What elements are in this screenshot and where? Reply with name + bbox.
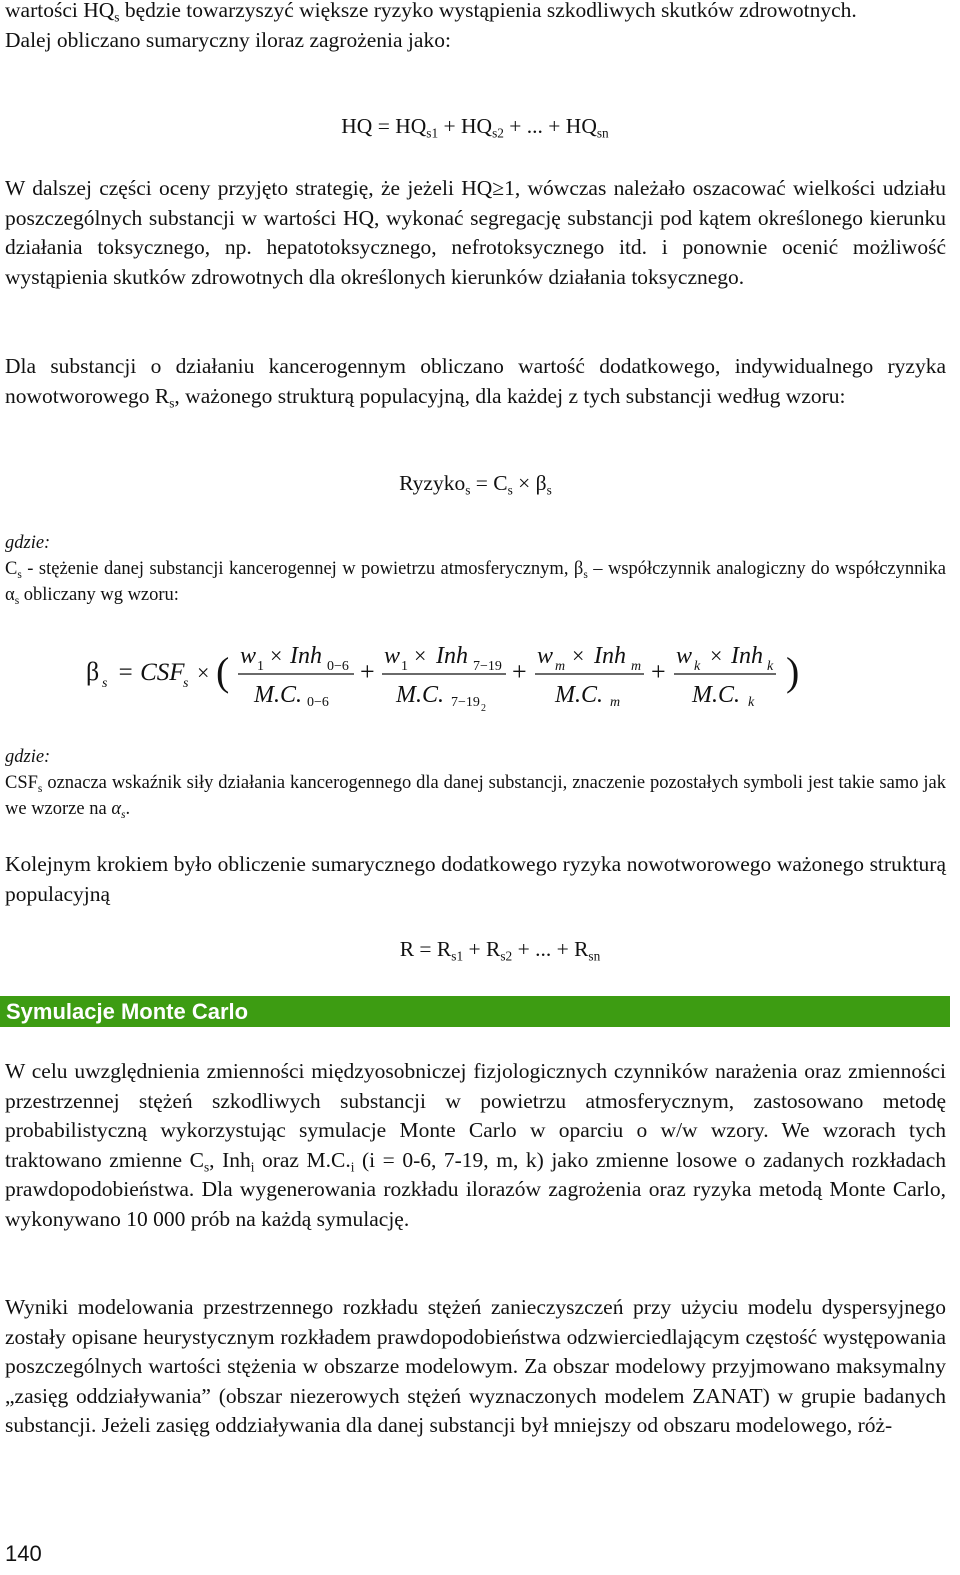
svg-text:m: m xyxy=(610,695,621,710)
svg-text:×: × xyxy=(710,643,723,668)
svg-text:Inh: Inh xyxy=(731,643,763,669)
svg-text:w: w xyxy=(537,643,554,669)
svg-text:M.C.: M.C. xyxy=(555,682,603,708)
paragraph-strategy: W dalszej części oceny przyjęto strategię, że jeżeli HQ≥1, wówczas należało oszacować wielkości udziału poszczególnych substancji w wartości HQ, wykonać segregację substancji pod kątem określonego kierunku działania toksycznego, np. hepatotoksycznego, nefrotoksycznego itd. i ponownie ocenić możliwość wystąpienia skutków zdrowotnych dla określonych kierunków działania toksycznego. xyxy=(5,176,946,289)
section-heading: Symulacje Monte Carlo xyxy=(0,996,950,1027)
paragraph-monte-carlo: W celu uwzględnienia zmienności międzyosobniczej fizjologicznych czynników narażenia oraz zmienności przestrzennej stężeń szkodliwych substancji w powietrzu atmosferycznym, zastosowano metodę probabilistyczną wykorzystując symulacje Monte Carlo w oparciu o w/w wzory. We wzorach tych traktowano zmienne $C_s$, Inh$_i$ oraz $M.C._i$ (i = 0-6, 7-19, m, k) jako zmienne losowe o zadanych rozkładach prawdopodobieństwa. Dla wygenerowania rozkładu ilorazów zagrożenia oraz ryzyka metodą Monte Carlo, wykonywano 10 000 prób na każdą symulację. xyxy=(5,1059,946,1231)
csf: = CSF xyxy=(117,659,185,686)
where-label: gdzie: xyxy=(5,533,51,553)
svg-text:k: k xyxy=(748,695,755,710)
text: będzie towarzyszyć większe ryzyko wystąpienia szkodliwych skutków zdrowotnych. xyxy=(119,0,857,22)
svg-text:w: w xyxy=(384,643,401,669)
svg-text:+: + xyxy=(360,657,375,686)
svg-text:×: × xyxy=(414,643,427,668)
paragraph-total-risk: Kolejnym krokiem było obliczenie sumarycznego dodatkowego ryzyka nowotworowego ważonego strukturą populacyjną xyxy=(5,852,946,906)
where-label: gdzie: xyxy=(5,747,51,767)
svg-text:+: + xyxy=(651,657,666,686)
svg-text:7−19: 7−19 xyxy=(473,659,502,674)
svg-text:1: 1 xyxy=(401,659,408,674)
svg-text:s: s xyxy=(102,676,108,691)
text: wartości HQ xyxy=(5,0,115,22)
text: Dalej obliczano sumaryczny iloraz zagrożenia jako: xyxy=(5,27,451,52)
subscript: s xyxy=(114,9,120,25)
svg-text:×: × xyxy=(572,643,585,668)
svg-text:s: s xyxy=(183,676,189,691)
svg-text:1: 1 xyxy=(257,659,264,674)
formula-r: $R = R_{s1} + R_{s2}$ + ... + $R_{sn}$ xyxy=(399,937,601,964)
svg-text:w: w xyxy=(676,643,693,669)
svg-text:m: m xyxy=(555,659,566,674)
definition-cs: $C_s$ - stężenie danej substancji kancerogennej w powietrzu atmosferycznym, $\beta_s$ – współczynnik analogiczny do współczynnika $\alpha_s$ obliczany wg wzoru: xyxy=(5,559,946,607)
beta-lhs: β xyxy=(86,657,100,686)
svg-text:Inh: Inh xyxy=(436,643,468,669)
svg-text:Inh: Inh xyxy=(594,643,626,669)
svg-text:+: + xyxy=(512,657,527,686)
svg-text:w: w xyxy=(240,643,257,669)
close-paren: ) xyxy=(786,649,800,694)
svg-text:7−19: 7−19 xyxy=(451,695,480,710)
definition-csf: $CSF_s$ oznacza wskaźnik siły działania kancerogennego dla danej substancji, znaczenie pozostałych symboli jest takie samo jak we wzorze na $\alpha_s$. xyxy=(5,773,946,821)
open-paren: ( xyxy=(216,649,230,694)
svg-text:M.C.: M.C. xyxy=(692,682,740,708)
svg-text:M.C.: M.C. xyxy=(254,682,302,708)
paragraph-results: Wyniki modelowania przestrzennego rozkładu stężeń zanieczyszczeń przy użyciu modelu dyspersyjnego zostały opisane heurystycznym rozkładem prawdopodobieństwa odzwierciedlającym częstość występowania poszczególnych wartości stężenia w obszarze modelowym. Za obszar modelowy przyjmowano maksymalny „zasięg oddziaływania” (obszar niezerowych stężeń wyznaczonych modelem ZANAT) w grupie badanych substancji. Jeżeli zasięg oddziaływania dla danej substancji był mniejszy od obszaru modelowego, róż- xyxy=(5,1295,946,1438)
svg-text:×: × xyxy=(270,643,283,668)
paragraph-intro xyxy=(5,0,946,55)
svg-text:M.C.: M.C. xyxy=(396,682,444,708)
svg-text:m: m xyxy=(631,659,642,674)
svg-text:0−6: 0−6 xyxy=(327,659,349,674)
svg-text:0−6: 0−6 xyxy=(307,695,329,710)
svg-text:Inh: Inh xyxy=(290,643,322,669)
svg-text:k: k xyxy=(694,659,701,674)
svg-text:k: k xyxy=(767,659,774,674)
paragraph-cancer-risk: Dla substancji o działaniu kancerogennym obliczano wartość dodatkowego, indywidualnego ryzyka nowotworowego $R_s$, ważonego strukturą populacyjną, dla każdej z tych substancji według wzoru: xyxy=(5,354,946,411)
formula-hq: HQ = $HQ_{s1} + HQ_{s2}$ + ... + $HQ_{sn}$ xyxy=(341,114,609,141)
formula-beta xyxy=(0,630,960,720)
svg-text:×: × xyxy=(197,660,210,685)
page-number: 140 xyxy=(5,1541,42,1566)
svg-text:2: 2 xyxy=(481,703,486,714)
formula-ryzyko: Ryzyko$_s$ = $C_s \times \beta_s$ xyxy=(399,471,552,498)
